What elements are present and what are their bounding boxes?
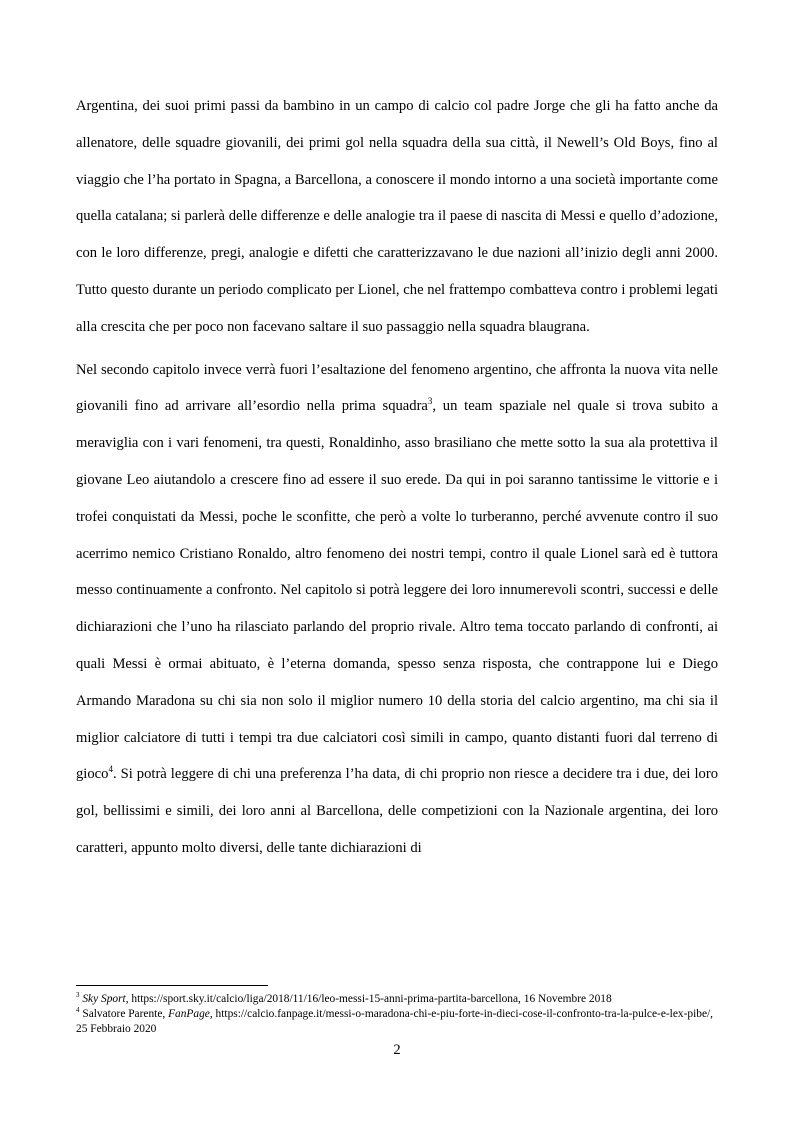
paragraph-text: , un team spaziale nel quale si trova subito a meraviglia con i vari fenomeni, tra questi, Ronaldinho, asso brasiliano che mette sotto la sua ala protettiva il giovane Leo aiutandolo a crescere fino ad essere il suo erede. Da qui in poi saranno tantissime le vittorie e i trofei conquistati da Messi, poche le sconfitte, che però a volte lo turberanno, perché avvenute contro il suo acerrimo nemico Cristiano Ronaldo, altro fenomeno dei nostri tempi, contro il quale Lionel sarà ed è tuttora messo continuamente a confronto. Nel capitolo si potrà leggere dei loro innumerevoli scontri, successi e delle dichiarazioni che l’uno ha rilasciato parlando del proprio rivale. Altro tema toccato parlando di confronti, ai quali Messi è ormai abituato, è l’eterna domanda, spesso senza risposta, che contrappone lui e Diego Armando Maradona su chi sia non solo il miglior numero 10 della storia del calcio argentino, ma chi sia il miglior calciatore di tutti i tempi tra due calciatori così simili in campo, quanto distanti fuori dal terreno di gioco <box>76 398 718 783</box>
footnote-source: Sky Sport <box>82 993 126 1005</box>
footnote-number: 3 <box>76 991 80 1000</box>
footnote-source: FanPage <box>168 1008 210 1021</box>
footnote-link[interactable]: , https://calcio.fanpage.it/messi-o-maradona-chi-e-piu-forte-in-dieci-cose-il-confronto-tra-la-pulce-e-lex-pibe/, 25 Febbraio 2020 <box>76 1008 714 1036</box>
footnote-3 <box>76 992 718 1007</box>
footnotes <box>76 992 718 1038</box>
footnote-ref-3[interactable]: 3 <box>427 396 433 407</box>
footnote-author: Salvatore Parente, <box>82 1008 169 1021</box>
paragraph-intro-continued: Argentina, dei suoi primi passi da bambino in un campo di calcio col padre Jorge che gli ha fatto anche da allenatore, delle squadre giovanili, dei primi gol nella squadra della sua città, il Newell’s Old Boys, fino al viaggio che l’ha portato in Spagna, a Barcellona, a conoscere il mondo intorno a una società importante come quella catalana; si parlerà delle differenze e delle analogie tra il paese di nascita di Messi e quello d’adozione, con le loro differenze, pregi, analogie e difetti che caratterizzavano le due nazioni all’inizio degli anni 2000. Tutto questo durante un periodo complicato per Lionel, che nel frattempo combatteva contro i problemi legati alla crescita che per poco non facevano saltare il suo passaggio nella squadra blaugrana. <box>76 98 718 335</box>
paragraph-text: . Si potrà leggere di chi una preferenza l’ha data, di chi proprio non riesce a decidere tra i due, dei loro gol, bellissimi e simili, dei loro anni al Barcellona, delle competizioni con la Nazionale argentina, dei loro caratteri, appunto molto diversi, delle tante dichiarazioni di <box>76 766 718 856</box>
footnote-4 <box>76 1007 718 1037</box>
footnote-number: 4 <box>76 1006 80 1015</box>
footnote-link[interactable]: , https://sport.sky.it/calcio/liga/2018/11/16/leo-messi-15-anni-prima-partita-barcellona, 16 Novembre 2018 <box>125 993 612 1005</box>
footnote-ref-4[interactable]: 4 <box>108 764 113 775</box>
page-number: 2 <box>393 1042 401 1058</box>
paragraph-text: Nel secondo capitolo invece verrà fuori l’esaltazione del fenomeno argentino, che affronta la nuova vita nelle giovanili fino ad arrivare all’esordio nella prima squadra <box>76 361 718 415</box>
paragraph-second-chapter <box>76 352 718 867</box>
body-text <box>76 88 718 867</box>
footnote-separator <box>76 985 268 986</box>
